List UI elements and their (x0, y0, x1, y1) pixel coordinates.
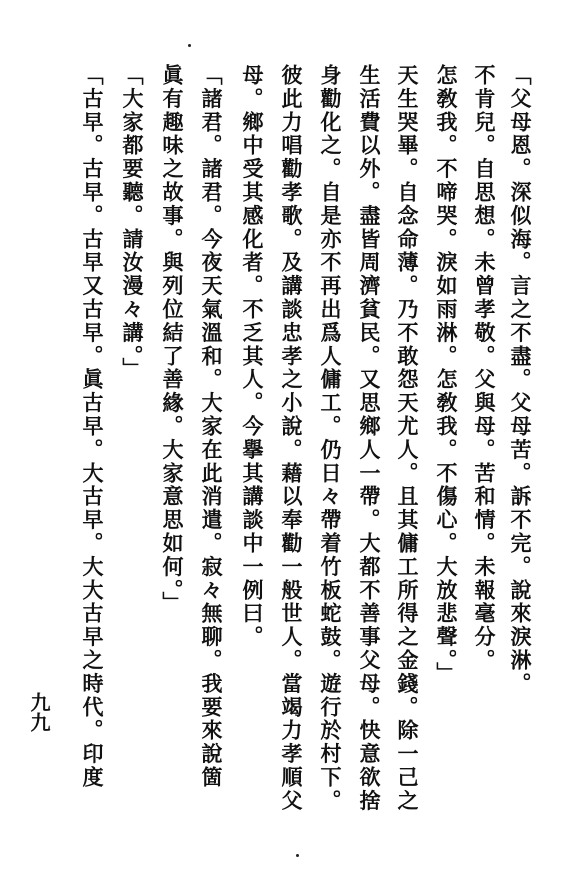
text-column-9: 「諸君。諸君。今夜天氣溫和。大家在此消遣。寂々無聊。我要來說箇 (199, 64, 224, 790)
print-speck (188, 44, 191, 47)
text-column-11: 「大家都要聽。請汝漫々講。」 (120, 64, 145, 382)
text-column-7: 彼此力唱勸孝歌。及講談忠孝之小說。藉以奉勸一般世人。當竭力孝順父 (279, 64, 304, 813)
text-column-1: 「父母恩。深似海。言之不盡。父母苦。訴不完。說來淚淋。 (508, 64, 533, 696)
print-speck (296, 854, 299, 857)
text-column-8: 母。鄉中受其感化者。不乏其人。今擧其講談中一例曰。 (240, 64, 265, 649)
text-column-2: 不肯兒。自思想。未曾孝敬。父與母。苦和情。未報毫分。 (472, 64, 497, 673)
text-column-12: 「古早。古早。古早又古早。眞古早。大古早。大大古早之時代。印度 (80, 64, 105, 790)
text-column-4: 天生哭畢。自念命薄。乃不敢怨天尤人。且其傭工所得之金錢。除一己之 (395, 64, 420, 813)
text-column-10: 眞有趣味之故事。與列位結了善緣。大家意思如何。」 (160, 64, 185, 616)
text-column-6: 身勸化之。自是亦不再出爲人傭工。仍日々帶着竹板蛇鼓。遊行於村下。 (318, 64, 343, 813)
page-number: 九九 (27, 692, 51, 732)
text-column-5: 生活費以外。盡皆周濟貧民。又思鄉人一帶。大都不善事父母。快意欲捨 (357, 64, 382, 813)
text-column-3: 怎敎我。不啼哭。淚如雨淋。怎敎我。不傷心。大放悲聲。」 (434, 64, 459, 686)
